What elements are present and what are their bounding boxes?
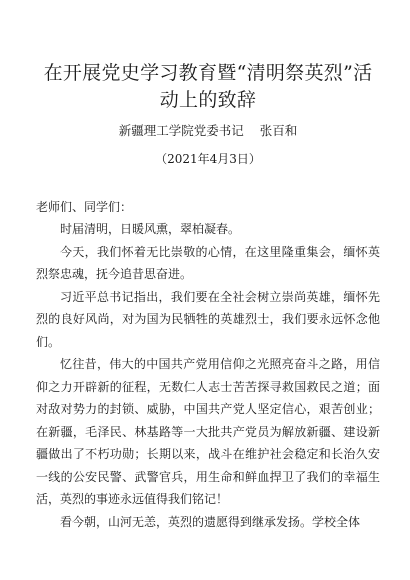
speech-date: （2021年4月3日） [155, 152, 261, 166]
paragraph: 今天，我们怀着无比崇敬的心情，在这里隆重集会，缅怀英烈祭忠魂，抚今追昔思奋进。 [36, 244, 380, 281]
author-organization: 新疆理工学院党委书记 [118, 123, 244, 138]
paragraph: 时届清明，日暖风熏，翠柏凝春。 [60, 222, 241, 236]
paragraph: 习近平总书记指出，我们要在全社会树立崇尚英雄，缅怀先烈的良好风尚，对为国为民牺牲的英雄烈士，我们要永远怀念他们。 [36, 289, 380, 349]
paragraph: 看今朝，山河无恙，英烈的遗愿得到继承发扬。学校全体 [60, 514, 361, 529]
salutation: 老师们、同学们： [36, 200, 133, 214]
author-name: 张百和 [259, 123, 298, 138]
document-title: 在开展党史学习教育暨“清明祭英烈”活动上的致辞 [43, 62, 373, 111]
author-byline [36, 122, 380, 140]
paragraph: 忆往昔，伟大的中国共产党用信仰之光照亮奋斗之路，用信仰之力开辟新的征程，无数仁人志士苦苦探寻救国救民之道；面对敌对势力的封锁、威胁，中国共产党人坚定信心，艰苦创业；在新疆，毛泽民、林基路等一大批共产党员为解放新疆、建设新疆做出了不朽功勋；长期以来，战斗在维护社会稳定和长治久安一线的公安民警、武警官兵，用生命和鲜血捍卫了我们的幸福生活，英烈的事迹永远值得我们铭记！ [36, 357, 380, 506]
